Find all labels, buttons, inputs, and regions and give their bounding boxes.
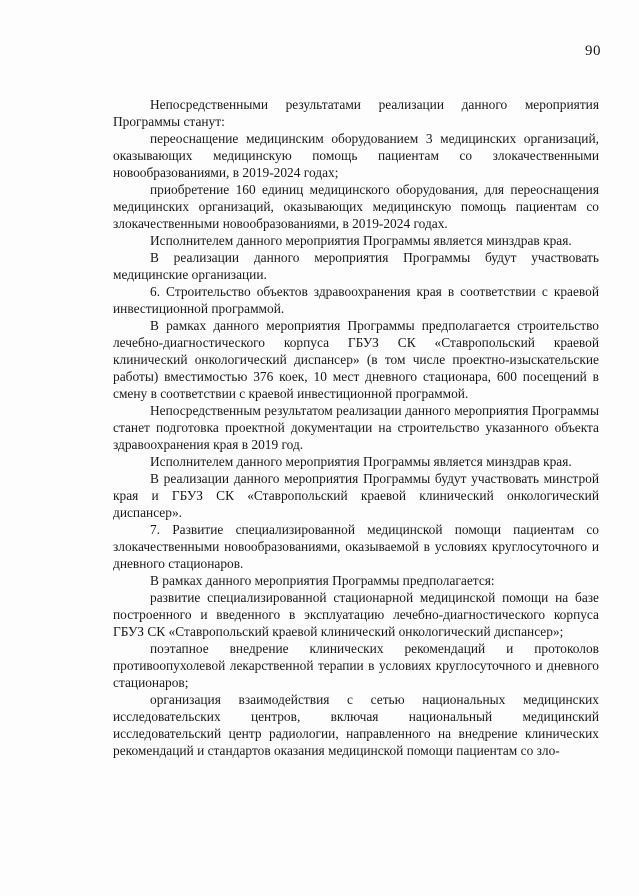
- paragraph: поэтапное внедрение клинических рекомендаций и протоколов противоопухолевой лекарственной терапии в условиях круглосуточного и дневного стационаров;: [113, 641, 599, 690]
- paragraph: переоснащение медицинским оборудованием 3 медицинских организаций, оказывающих медицинскую помощь пациентам со злокачественными новообразованиями, в 2019-2024 годах;: [113, 131, 599, 180]
- section-heading-paragraph: 7. Развитие специализированной медицинской помощи пациентам со злокачественными новообразованиями, оказываемой в условиях круглосуточного и дневного стационаров.: [113, 522, 599, 571]
- paragraph: Непосредственным результатом реализации данного мероприятия Программы станет подготовка проектной документации на строительство указанного объекта здравоохранения края в 2019 год.: [113, 403, 599, 452]
- paragraph: организация взаимодействия с сетью национальных медицинских исследовательских центров, включая национальный медицинский исследовательский центр радиологии, направленного на внедрение клинических рекомендаций и стандартов оказания медицинской помощи пациентам со зло-: [113, 692, 599, 758]
- paragraph: В реализации данного мероприятия Программы будут участвовать медицинские организации.: [113, 250, 599, 282]
- paragraph: В рамках данного мероприятия Программы предполагается:: [150, 573, 495, 588]
- paragraph: Непосредственными результатами реализации данного мероприятия Программы станут:: [113, 97, 599, 129]
- document-body: [113, 96, 599, 759]
- paragraph: Исполнителем данного мероприятия Программы является минздрав края.: [150, 233, 572, 248]
- page-number: 90: [585, 43, 601, 59]
- paragraph: развитие специализированной стационарной медицинской помощи на базе построенного и введенного в эксплуатацию лечебно-диагностического корпуса ГБУЗ СК «Ставропольский краевой клинический онкологический диспансер»;: [113, 590, 599, 639]
- paragraph: В реализации данного мероприятия Программы будут участвовать минстрой края и ГБУЗ СК «Ставропольский краевой клинический онкологический диспансер».: [113, 471, 599, 520]
- paragraph: В рамках данного мероприятия Программы предполагается строительство лечебно-диагностического корпуса ГБУЗ СК «Ставропольский краевой клинический онкологический диспансер» (в том числе проектно-изыскательские работы) вместимостью 376 коек, 10 мест дневного стационара, 600 посещений в смену в соответствии с краевой инвестиционной программой.: [113, 318, 599, 401]
- paragraph: Исполнителем данного мероприятия Программы является минздрав края.: [150, 454, 572, 469]
- section-heading-paragraph: 6. Строительство объектов здравоохранения края в соответствии с краевой инвестиционной программой.: [113, 284, 599, 316]
- paragraph: приобретение 160 единиц медицинского оборудования, для переоснащения медицинских организаций, оказывающих медицинскую помощь пациентам со злокачественными новообразованиями, в 2019-2024 годах.: [113, 182, 599, 231]
